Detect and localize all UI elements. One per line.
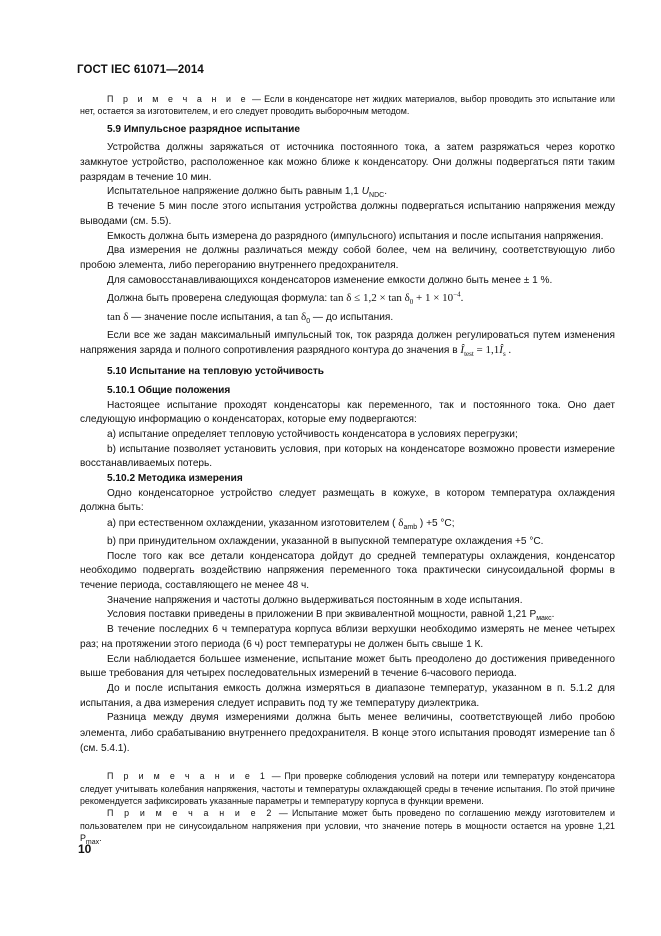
subscript: 0 [409, 298, 414, 307]
text: . [384, 186, 387, 198]
text: Испытательное напряжение должно быть равным 1,1 [107, 186, 362, 198]
section-title-5-9: 5.9 Импульсное разрядное испытание [107, 123, 300, 135]
paragraph: До и после испытания емкость должна измеряться в диапазоне температур, указанном в п. 5.1.2 для испытания, а два измерения следует исправить под ту же температуру диэлектрика. [80, 682, 615, 709]
paragraph [80, 310, 615, 326]
text: — значение после испытания, а [128, 312, 285, 324]
subscript: 0 [306, 318, 311, 326]
note-top [80, 93, 615, 118]
note-label: П р и м е ч а н и е 1 [107, 771, 269, 782]
formula [330, 290, 464, 307]
paragraph: Если наблюдается большее изменение, испытание может быть преодолено до достижения приведенного выше требования для четырех последовательных измерений в течение 6-часового периода. [80, 653, 615, 680]
paragraph [80, 608, 615, 623]
text: — до испытания. [310, 312, 394, 324]
paragraph [80, 185, 615, 200]
variable: U [361, 186, 370, 198]
formula-part: Î [460, 344, 465, 357]
paragraph: Настоящее испытание проходят конденсаторы как переменного, так и постоянного тока. Оно дает следующую информацию о конденсаторах, которые ему подвергаются: [80, 399, 615, 426]
subscript: test [464, 350, 474, 359]
list-item: b) испытание позволяет установить условия, при которых на конденсаторе возможно провести измерение восстанавливаемых потерь. [80, 443, 615, 470]
formula: tan δ [593, 727, 615, 740]
paragraph: В течение последних 6 ч температура корпуса вблизи верхушки необходимо измерять не менее четырех раз; на протяжении этого периода (6 ч) рост температуры не должен быть свыше 1 К. [80, 624, 615, 650]
text: Условия поставки приведены в приложении В при эквивалентной мощности, равной 1,21 Р [107, 609, 537, 621]
formula: tan δ [284, 311, 307, 324]
note-text: — Испытание может быть проведено по соглашению между изготовителем и пользователем при не синусоидальном напряжения при условии, что значение потерь в мощности остается на уровне 1,21 Р [80, 808, 615, 843]
paragraph: Одно конденсаторное устройство следует размещать в кожухе, в котором температура охлаждения должна быть: [80, 487, 615, 514]
note-label: П р и м е ч а н и е [107, 94, 249, 104]
formula: tan δ [107, 311, 129, 324]
formula: δ [398, 517, 404, 530]
section-title-5-10: 5.10 Испытание на тепловую устойчивость [107, 366, 325, 378]
text: а) при естественном охлаждении, указанном изготовителем ( [107, 518, 396, 530]
formula [460, 344, 512, 359]
subscript: NDC [369, 192, 385, 200]
formula-part: . [460, 292, 464, 305]
formula-part: Î [499, 344, 503, 357]
note-label: П р и м е ч а н и е 2 [107, 808, 275, 819]
text: Разница между двумя измерениями должна быть менее величины, соответствующей либо пробою элемента, либо срабатыванию внутреннего предохранителя. В конце этого испытания проводят измерение [80, 712, 615, 740]
note-text: — При проверке соблюдения условий на потери или температуру конденсатора следует учитывать колебания напряжения, частоты и температуры охлаждающей среды в течение испытания. По этой причине рекомендуется зафиксировать указанные параметры и температуру корпуса в функции времени. [80, 771, 615, 807]
text: (см. 5.4.1). [80, 742, 130, 754]
page-body [80, 93, 615, 844]
list-item: b) при принудительном охлаждении, указанной в выпускной температуре охлаждения +5 °С. [107, 535, 544, 547]
subscript: s [502, 350, 506, 359]
paragraph: Для самовосстанавливающихся конденсаторов изменение емкости должно быть менее ± 1 %. [107, 274, 553, 286]
paragraph: Емкость должна быть измерена до разрядного (импульсного) испытания и после испытания напряжения. [107, 230, 604, 242]
paragraph: В течение 5 мин после этого испытания устройства должны подвергаться испытанию напряжения между выводами (см. 5.5). [80, 201, 615, 227]
note-text: . [99, 832, 102, 843]
page-header-standard: ГОСТ IEC 61071—2014 [77, 64, 204, 76]
page-number: 10 [78, 842, 92, 856]
formula-part: = 1,1 [473, 344, 500, 357]
formula-part: + 1 × 10 [413, 292, 454, 305]
text: Если все же задан максимальный импульсный ток, ток разряда должен регулироваться путем изменения напряжения заряда и полного сопротивления разрядного контура до значения в [80, 329, 615, 357]
paragraph: Устройства должны заряжаться от источника постоянного тока, а затем разряжаться через коротко замкнутое устройство, расположенное как можно ближе к конденсатору. Они должны подвергаться пяти таким разрядам в течение 10 мин. [80, 142, 615, 183]
subsection-title-5-10-1: 5.10.1 Общие положения [107, 384, 231, 396]
subsection-title-5-10-2: 5.10.2 Методика измерения [107, 473, 243, 485]
paragraph-formula [80, 291, 615, 307]
text: Должна быть проверена следующая формула: [107, 293, 328, 305]
text: ) +5 °С; [419, 518, 455, 530]
superscript: −4 [453, 290, 461, 299]
paragraph: Два измерения не должны различаться между собой более, чем на величину, соответствующую либо пробою элемента, либо перегоранию внутреннего предохранителя. [80, 245, 615, 271]
list-item: а) испытание определяет тепловую устойчивость конденсатора в условиях перегрузки; [107, 428, 518, 440]
formula-part: tan δ ≤ 1,2 × tan δ [330, 292, 410, 305]
text: . [551, 609, 555, 621]
paragraph [80, 711, 615, 756]
note-2 [80, 807, 615, 844]
paragraph [80, 329, 615, 359]
paragraph: После того как все детали конденсатора дойдут до средней температуры охлаждения, конденсатор необходимо подвергать воздействию напряжения переменного тока практически синусоидальной формы в течение периода, составляющего не менее 48 ч. [80, 550, 615, 591]
paragraph: Значение напряжения и частоты должно выдерживаться постоянным в ходе испытания. [107, 594, 523, 606]
subscript: макс [536, 615, 552, 623]
note-text: — Если в конденсаторе нет жидких материалов, выбор проводить это испытание или нет, остается за изготовителем, и его следует проводить выборочным методом. [80, 94, 615, 117]
subscript: max [85, 838, 100, 846]
list-item [80, 516, 615, 532]
formula-part: . [505, 344, 512, 357]
note-1 [80, 770, 615, 807]
subscript: amb [403, 524, 418, 532]
